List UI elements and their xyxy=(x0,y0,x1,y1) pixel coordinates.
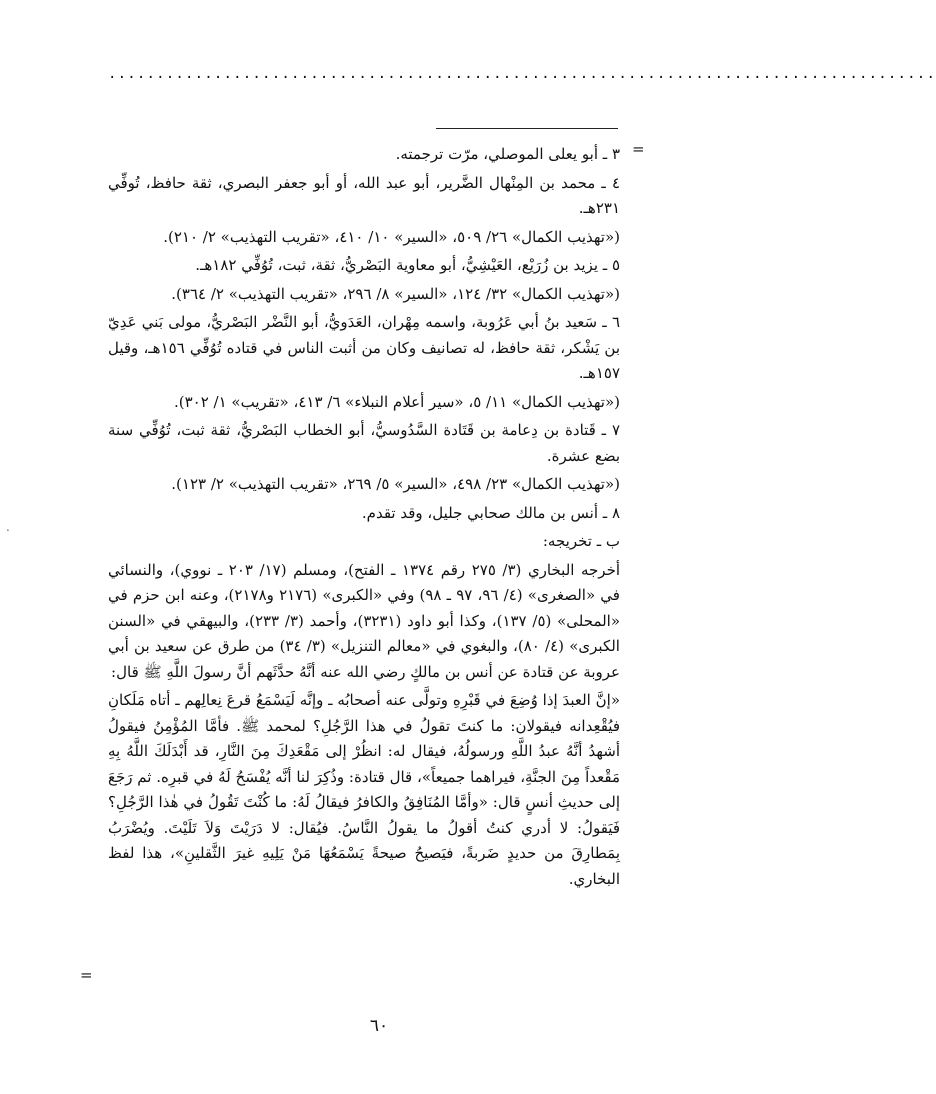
narrator-8: ٨ ـ أنس بن مالك صحابي جليل، وقد تقدم. xyxy=(361,503,620,522)
page-top-dots: ...................................................................................... xyxy=(108,66,936,82)
page-number: ٦٠ xyxy=(369,1016,389,1036)
takhrij-heading: ب ـ تخريجه: xyxy=(542,532,620,550)
footnote-separator-rule xyxy=(436,128,618,129)
narrator-4: ٤ ـ محمد بن المِنْهال الضَّرير، أبو عبد الله، أو أبو جعفر البصري، ثقة حافظ، تُوفِّي ٢٣١هـ. xyxy=(108,173,620,217)
narrator-7-reference: («تهذيب الكمال» ٢٣/ ٤٩٨، «السير» ٥/ ٢٦٩، «تقريب التهذيب» ٢/ ١٢٣). xyxy=(171,475,620,493)
narrator-6-reference: («تهذيب الكمال» ١١/ ٥، «سير أعلام النبلاء» ٦/ ٤١٣، «تقريب» ١/ ٣٠٢). xyxy=(173,392,620,411)
narrator-7: ٧ ـ قَتادة بن دِعامة بن قَتَادة السَّدُوسيُّ، أبو الخطاب البَصْريُّ، ثقة ثبت، تُوُفِّي سنة بضع عشرة. xyxy=(108,421,620,465)
narrator-6: ٦ ـ سَعيد بنُ أبي عَرُوبة، واسمه مِهْران، العَدَويُّ، أبو النَّضْر البَصْريُّ، مولى بَني عَدِيّ بن يَشْكر، ثقة حافظ، له تصانيف وكان من أثبت الناس في قتاده تُوُفِّي ١٥٦هـ، وقيل ١٥٧هـ. xyxy=(108,313,620,382)
takhrij-paragraph: أخرجه البخاري (٣/ ٢٧٥ رقم ١٣٧٤ ـ الفتح)، ومسلم (١٧/ ٢٠٣ ـ نووي)، والنسائي في «الصغرى» (٤/ ٩٦، ٩٧ ـ ٩٨) وفي «الكبرى» (٢١٧٦ و٢١٧٨)، وعنه ابن حزم في «المحلى» (٥/ ١٣٧)، وكذا أبو داود (٣٢٣١)، وأحمد (٣/ ٢٣٣)، والبيهقي في «السنن الكبرى» (٤/ ٨٠)، والبغوي في «معالم التنزيل» (٣/ ٣٤) من طرق عن سعيد بن أبي عروبة عن قتادة عن أنس بن مالكٍ رضي الله عنه أنَّهُ حدَّثَهم أنَّ رسولَ اللَّهِ ﷺ قال: xyxy=(108,560,621,681)
continuation-mark-top: = xyxy=(632,140,645,158)
narrator-5: ٥ ـ يزيد بن زُرَيْع، العَيْشِيُّ، أبو معاوية البَصْريُّ، ثقة، ثبت، تُوُفِّي ١٨٢هـ. xyxy=(195,256,620,274)
main-text xyxy=(108,142,620,895)
hadith-text: «إنَّ العبدَ إذا وُضِعَ في قَبْرِهِ وتولَّى عنه أصحابُه ـ وإنَّه لَيَسْمَعُ قرعَ نِعالِهم ـ أتاه مَلَكانِ فيُقْعِدانه فيقولان: ما كنتَ تقولُ في هذا الرَّجُلِ؟ لمحمد ﷺ. فأمَّا المُؤْمِنُ فيقولُ أشهدُ أنَّهُ عبدُ اللَّهِ ورسولُهُ، فيقال له: انظُرْ إلى مَقْعَدِكَ مِنَ النَّارِ، قد أَبْدَلَكَ اللَّهُ بِهِ مَقْعداً مِنَ الجنَّةِ، فيراهما جميعاً»، قال قتادة: وذُكِرَ لنا أنَّه يُفْسَحُ لَهُ في قبرِه. ثم رَجَعَ إلى حديثِ أنسٍ قال: «وأمَّا المُنَافِقُ والكافرُ فيقالُ لَهُ: ما كُنْتَ تَقُولُ في هٰذا الرَّجُلِ؟ فَيَقولُ: لا أدري كنتُ أقولُ ما يقولُ النَّاسُ. فيُقال: لا دَرَيْتَ وَلاَ تَلَيْتَ. ويُضْرَبُ بِمَطارِقَ من حديدٍ ضَربةً، فيَصيحُ صيحةً يَسْمَعُهَا مَنْ يَلِيهِ غيرَ الثَّقلينِ»، هذا لفظ البخاري. xyxy=(108,691,620,888)
narrator-3: ٣ ـ أبو يعلى الموصلي، مرّت ترجمته. xyxy=(395,145,620,163)
narrator-5-reference: («تهذيب الكمال» ٣٢/ ١٢٤، «السير» ٨/ ٢٩٦، «تقريب التهذيب» ٢/ ٣٦٤). xyxy=(171,284,620,303)
continuation-mark-bottom: = xyxy=(80,966,93,984)
narrator-4-reference: («تهذيب الكمال» ٢٦/ ٥٠٩، «السير» ١٠/ ٤١٠، «تقريب التهذيب» ٢/ ٢١٠). xyxy=(163,227,620,246)
scan-edge-mark: . xyxy=(6,520,10,534)
